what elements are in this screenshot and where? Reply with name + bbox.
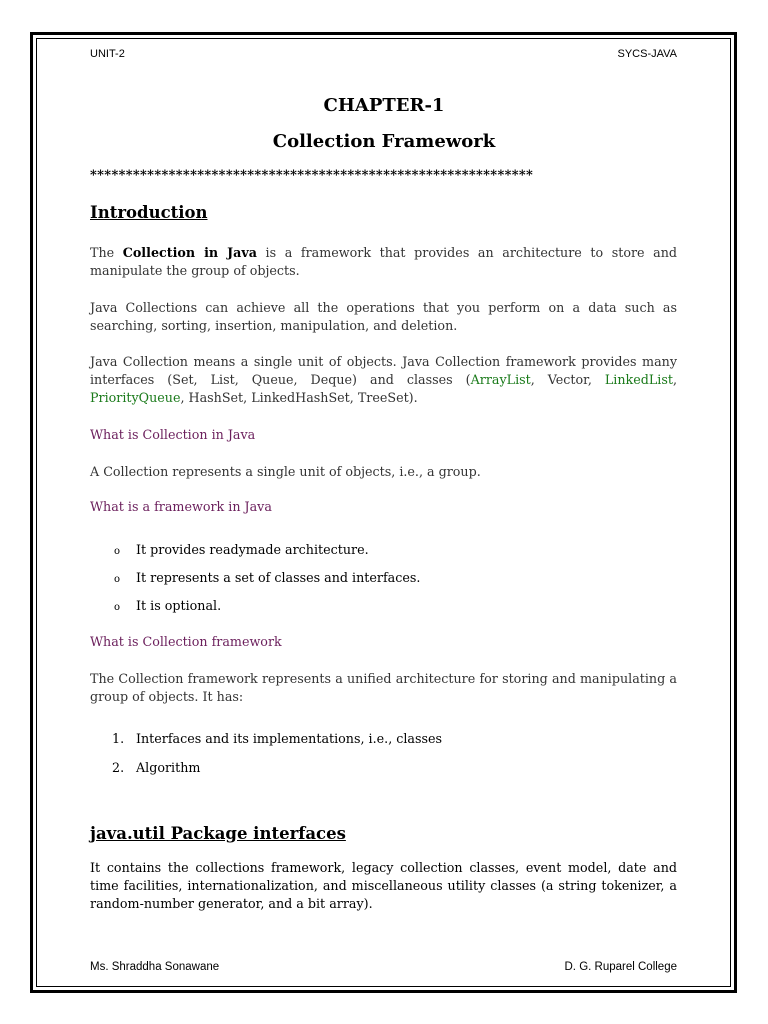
util-paragraph: It contains the collections framework, legacy collection classes, event model, date and time facilities, internationalization, and miscellaneous utility classes (a string tokenizer, a random-number generator, and a bit array). xyxy=(90,860,677,911)
linkedlist-link[interactable]: LinkedList xyxy=(604,372,673,387)
intro-p3-mid1: , Vector, xyxy=(530,372,605,387)
item-number: 1. xyxy=(112,731,125,746)
util-heading: java.util Package interfaces xyxy=(90,824,346,843)
q3-heading: What is Collection framework xyxy=(90,634,282,649)
bullet-marker: o xyxy=(114,546,121,557)
intro-p1-bold: Collection in Java xyxy=(122,245,257,260)
header-unit: UNIT-2 xyxy=(90,48,125,60)
footer-college: D. G. Ruparel College xyxy=(564,961,677,973)
item-text: Algorithm xyxy=(136,760,201,775)
introduction-heading: Introduction xyxy=(90,203,208,222)
bullet-item xyxy=(114,542,369,557)
intro-p3-post: , HashSet, LinkedHashSet, TreeSet). xyxy=(180,390,418,405)
intro-p1-post: is a framework that provides an architecture to store and manipulate the group of objects. xyxy=(90,245,678,278)
q3-answer: The Collection framework represents a unified architecture for storing and manipulating a group of objects. It has: xyxy=(90,671,677,704)
intro-paragraph-1 xyxy=(90,244,677,280)
bullet-text: It provides readymade architecture. xyxy=(136,542,369,557)
bullet-marker: o xyxy=(114,574,121,585)
bullet-text: It is optional. xyxy=(136,598,222,613)
footer-author: Ms. Shraddha Sonawane xyxy=(90,961,220,973)
item-text: Interfaces and its implementations, i.e., classes xyxy=(136,731,443,746)
q2-heading: What is a framework in Java xyxy=(90,499,272,514)
item-number: 2. xyxy=(112,760,125,775)
numbered-item xyxy=(112,760,200,775)
bullet-marker: o xyxy=(114,602,121,613)
intro-paragraph-2: Java Collections can achieve all the operations that you perform on a data such as searching, sorting, insertion, manipulation, and deletion. xyxy=(90,300,677,333)
intro-p3-pre: Java Collection means a single unit of objects. Java Collection framework provides many interfaces (Set, List, Queue, Deque) and classes ( xyxy=(90,354,677,387)
header-course: SYCS-JAVA xyxy=(617,48,677,60)
intro-p3-mid2: , xyxy=(672,372,677,387)
q1-answer: A Collection represents a single unit of objects, i.e., a group. xyxy=(90,464,481,479)
bullet-text: It represents a set of classes and interfaces. xyxy=(136,570,421,585)
bullet-item xyxy=(114,570,420,585)
chapter-title: CHAPTER-1 xyxy=(323,95,445,116)
framework-title: Collection Framework xyxy=(272,131,496,152)
intro-p1-pre: The xyxy=(90,245,123,260)
priorityqueue-link[interactable]: PriorityQueue xyxy=(90,390,181,405)
intro-paragraph-3 xyxy=(90,353,677,407)
divider-stars: ************************************************************** xyxy=(90,168,534,183)
numbered-item xyxy=(112,731,442,746)
q1-heading: What is Collection in Java xyxy=(90,427,256,442)
bullet-item xyxy=(114,598,221,613)
arraylist-link[interactable]: ArrayList xyxy=(470,372,531,387)
